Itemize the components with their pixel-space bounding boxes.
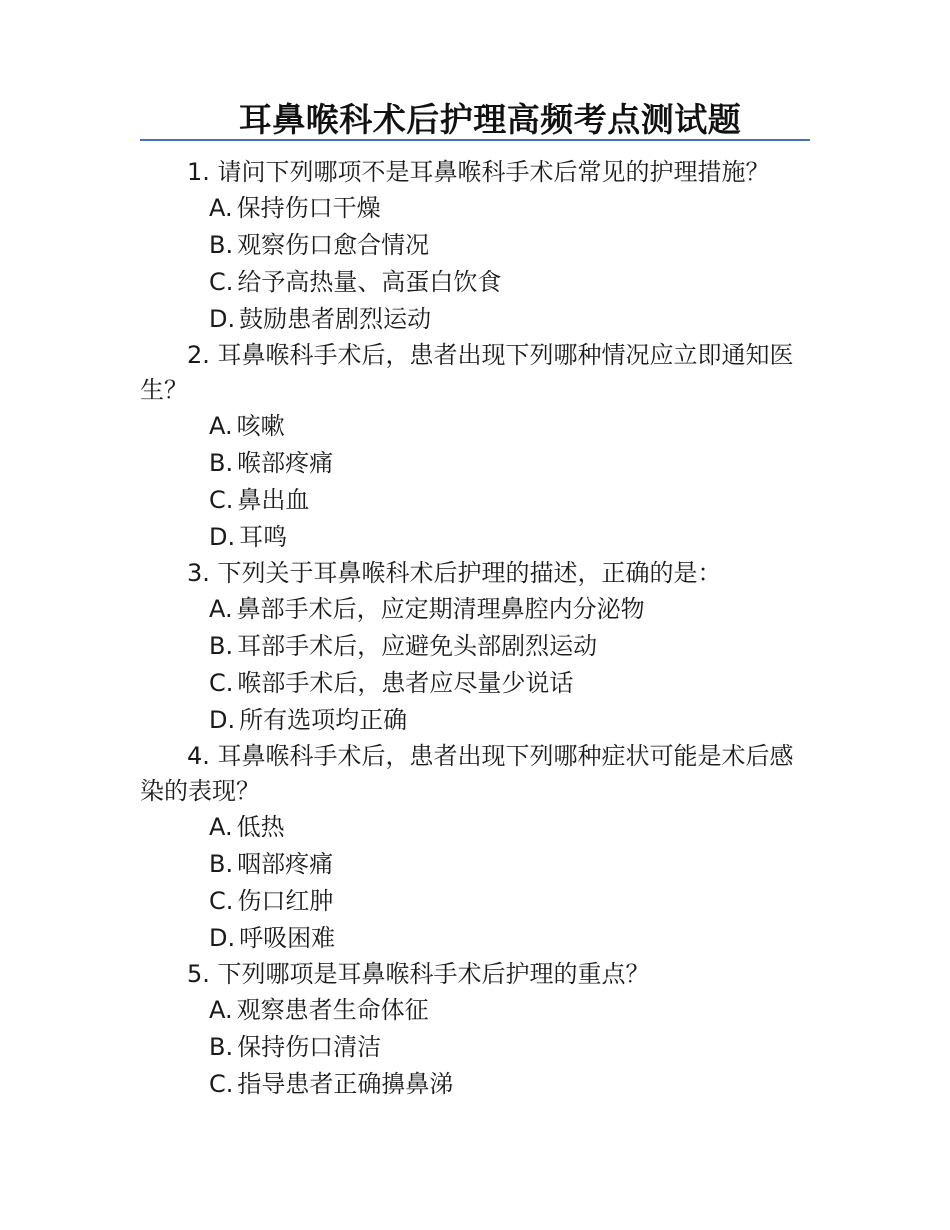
option-item bbox=[140, 628, 820, 665]
question-text: 耳鼻喉科手术后，患者出现下列哪种症状可能是术后感染的表现？ bbox=[140, 742, 794, 805]
option-text: 所有选项均正确 bbox=[239, 706, 408, 734]
question-number: 2. bbox=[187, 341, 210, 369]
option-text: 耳鸣 bbox=[239, 523, 288, 551]
option-item bbox=[140, 1066, 820, 1103]
option-letter: C. bbox=[209, 268, 234, 296]
option-list bbox=[140, 591, 820, 739]
option-letter: A. bbox=[209, 412, 233, 440]
option-text: 鼓励患者剧烈运动 bbox=[239, 305, 432, 333]
option-text: 鼻部手术后，应定期清理鼻腔内分泌物 bbox=[236, 595, 645, 623]
option-item bbox=[140, 190, 820, 227]
question-stem bbox=[140, 957, 812, 992]
option-text: 伤口红肿 bbox=[237, 887, 334, 915]
option-text: 咽部疼痛 bbox=[237, 850, 334, 878]
question-number: 1. bbox=[187, 158, 210, 186]
option-list bbox=[140, 190, 820, 338]
question-stem bbox=[140, 338, 812, 408]
option-item bbox=[140, 591, 820, 628]
option-list bbox=[140, 809, 820, 957]
question-4 bbox=[140, 739, 820, 957]
question-text: 耳鼻喉科手术后，患者出现下列哪种情况应立即通知医生？ bbox=[140, 341, 794, 404]
option-item bbox=[140, 227, 820, 264]
option-letter: A. bbox=[209, 595, 233, 623]
option-letter: A. bbox=[209, 996, 233, 1024]
option-text: 鼻出血 bbox=[237, 486, 310, 514]
option-item bbox=[140, 408, 820, 445]
option-text: 低热 bbox=[236, 813, 285, 841]
option-letter: C. bbox=[209, 887, 234, 915]
option-list bbox=[140, 408, 820, 556]
option-letter: D. bbox=[209, 523, 236, 551]
question-text: 下列哪项是耳鼻喉科手术后护理的重点？ bbox=[217, 960, 650, 988]
option-item bbox=[140, 445, 820, 482]
option-list bbox=[140, 992, 820, 1103]
option-item bbox=[140, 1029, 820, 1066]
option-item bbox=[140, 264, 820, 301]
option-item bbox=[140, 702, 820, 739]
option-letter: C. bbox=[209, 1070, 234, 1098]
option-text: 观察伤口愈合情况 bbox=[237, 231, 430, 259]
question-text: 请问下列哪项不是耳鼻喉科手术后常见的护理措施？ bbox=[217, 158, 770, 186]
question-stem bbox=[140, 556, 812, 591]
option-item bbox=[140, 809, 820, 846]
option-text: 观察患者生命体征 bbox=[236, 996, 429, 1024]
option-letter: B. bbox=[209, 231, 234, 259]
option-text: 给予高热量、高蛋白饮食 bbox=[237, 268, 502, 296]
question-list bbox=[140, 155, 820, 1103]
option-text: 喉部疼痛 bbox=[237, 449, 334, 477]
question-stem bbox=[140, 739, 812, 809]
option-text: 保持伤口清洁 bbox=[237, 1033, 382, 1061]
page-title: 耳鼻喉科术后护理高频考点测试题 bbox=[238, 100, 742, 139]
option-letter: A. bbox=[209, 194, 233, 222]
option-text: 指导患者正确擤鼻涕 bbox=[237, 1070, 454, 1098]
option-letter: D. bbox=[209, 924, 236, 952]
option-text: 耳部手术后，应避免头部剧烈运动 bbox=[237, 632, 598, 660]
option-item bbox=[140, 482, 820, 519]
option-item bbox=[140, 846, 820, 883]
question-number: 5. bbox=[187, 960, 210, 988]
option-letter: A. bbox=[209, 813, 233, 841]
question-stem bbox=[140, 155, 812, 190]
option-item bbox=[140, 920, 820, 957]
option-text: 喉部手术后，患者应尽量少说话 bbox=[237, 669, 574, 697]
option-text: 保持伤口干燥 bbox=[236, 194, 381, 222]
option-letter: D. bbox=[209, 305, 236, 333]
question-number: 3. bbox=[187, 559, 210, 587]
question-3 bbox=[140, 556, 820, 739]
option-item bbox=[140, 301, 820, 338]
option-letter: B. bbox=[209, 850, 234, 878]
option-item bbox=[140, 665, 820, 702]
option-item bbox=[140, 519, 820, 556]
option-text: 咳嗽 bbox=[236, 412, 285, 440]
question-5 bbox=[140, 957, 820, 1103]
option-letter: B. bbox=[209, 632, 234, 660]
option-letter: C. bbox=[209, 486, 234, 514]
option-item bbox=[140, 992, 820, 1029]
option-letter: B. bbox=[209, 449, 234, 477]
question-2 bbox=[140, 338, 820, 556]
option-letter: D. bbox=[209, 706, 236, 734]
question-1 bbox=[140, 155, 820, 338]
question-text: 下列关于耳鼻喉科术后护理的描述，正确的是： bbox=[217, 559, 722, 587]
title-underline bbox=[140, 139, 810, 141]
option-item bbox=[140, 883, 820, 920]
question-number: 4. bbox=[187, 742, 210, 770]
option-letter: B. bbox=[209, 1033, 234, 1061]
option-text: 呼吸困难 bbox=[239, 924, 336, 952]
option-letter: C. bbox=[209, 669, 234, 697]
